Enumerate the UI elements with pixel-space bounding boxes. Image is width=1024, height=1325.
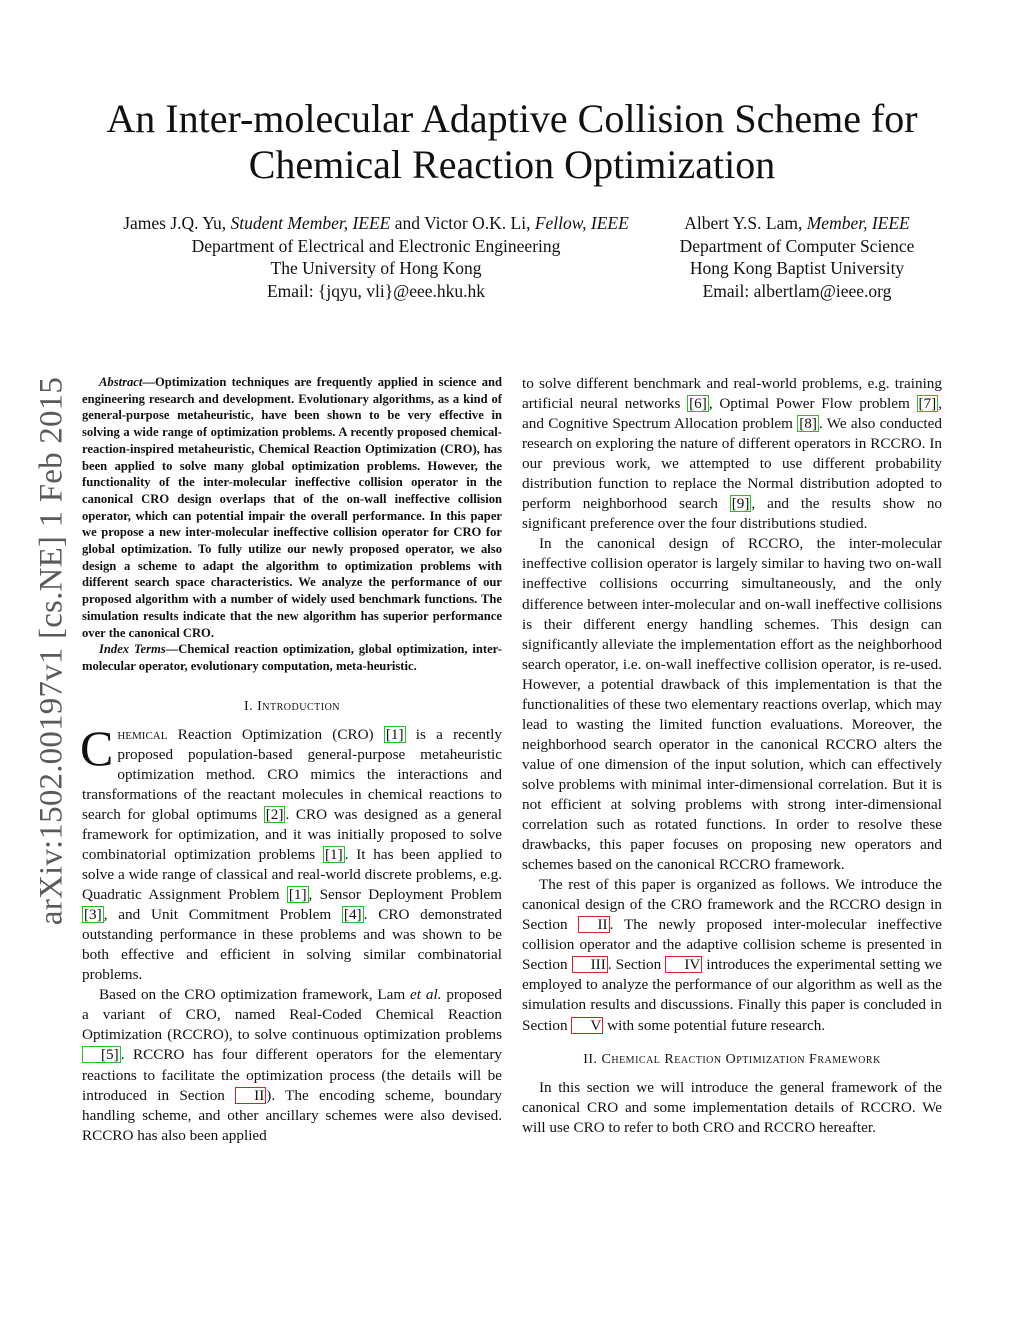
section-link[interactable]: III (572, 956, 608, 973)
text-run: , Optimal Power Flow problem (708, 395, 917, 413)
citation-link[interactable]: [1] (288, 886, 307, 904)
text-run: proposed a variant of CRO, named Real-Coded Chemical Reaction Optimization (RCCRO), to solve continuous optimization problems (82, 986, 502, 1044)
author-role-lam: Member, IEEE (806, 213, 910, 233)
author-block-hkbu (664, 212, 930, 302)
section-heading-framework: II. Chemical Reaction Optimization Framework (583, 1051, 881, 1067)
abstract-text: —Optimization techniques are frequently applied in science and engineering research and development. Evolutionary algorithms, as a kind of general-purpose metaheuristic, have been shown to be very effective in solving a wide range of optimization problems. A recently proposed chemical-reaction-inspired metaheuristic, Chemical Reaction Optimization (CRO), has been applied to solve many global optimization problems. However, the functionality of the inter-molecular ineffective collision operator in the canonical CRO design overlaps that of the on-wall ineffective collision operator, which can potential impair the overall performance. In this paper we propose a new inter-molecular ineffective collision operator for CRO for global optimization. To fully utilize our newly proposed operator, we also design a scheme to adapt the algorithm to optimization problems with different search space characteristics. We analyze the performance of our proposed algorithm with a number of widely used benchmark functions. The simulation results indicate that the new algorithm has superior performance over the canonical CRO. (82, 375, 502, 640)
text-run: . We also conducted research on exploring the nature of different operators in RCCRO. In our previous work, we attempted to use different probability distribution function to replace the Normal distribution adopted to perform neighborhood search (522, 415, 942, 513)
section-heading-introduction: I. Introduction (243, 698, 341, 714)
intro-first-word: hemical (117, 725, 168, 743)
arxiv-identifier: arXiv:1502.00197v1 [cs.NE] 1 Feb 2015 (33, 376, 70, 926)
text-run: introduces the experimental setting we employed to analyze the performance of our algorithm as well as the simulation results and discussions. Finally this paper is concluded in Section (522, 956, 942, 1034)
et-al: et al. (410, 986, 442, 1004)
citation-link[interactable]: [2] (265, 805, 284, 823)
author-email-hkbu: Email: albertlam@ieee.org (702, 280, 892, 301)
author-names-hku (96, 212, 656, 235)
author-block-hku (96, 212, 656, 302)
section-link[interactable]: V (571, 1017, 603, 1034)
author-and: and (394, 213, 421, 233)
paper-title (0, 96, 1024, 188)
citation-link[interactable]: [6] (689, 395, 707, 413)
intro-paragraph-2 (82, 985, 502, 1145)
text-run: to solve different benchmark and real-world problems, e.g. training artificial neural networks (522, 375, 942, 413)
author-email-hku: Email: {jqyu, vli}@eee.hku.hk (266, 280, 486, 301)
text-run: . CRO was designed as a general framework for optimization, and it was initially proposed to solve combinatorial optimization problems (82, 805, 502, 863)
citation-link[interactable]: [5] (82, 1046, 121, 1063)
right-paragraph-2: In the canonical design of RCCRO, the inter-molecular ineffective collision operator is largely similar to having two on-wall ineffective collisions occurring simultaneously, and the only difference between inter-molecular and on-wall ineffective collisions is their different energy handling schemes. This design can significantly alleviate the implementation effort as the neighborhood search operator, i.e. on-wall ineffective collision operator, is re-used. However, a potential drawback of this implementation is that the functionalities of these two elementary reactions overlap, which may lead to wasting the limited function evaluations. Moreover, the neighborhood search operator in the canonical RCCRO alters the value of one dimension of the input solution, which can effectively solve problems with minimal inter-dimensional correlation. But it is not efficient at solving problems with strong inter-dimensional correlation such as rotated functions. In order to resolve these drawbacks, this paper focuses on proposing new operators and schemes based on the canonical RCCRO framework. (522, 535, 942, 874)
text-run: , and Cognitive Spectrum Allocation problem (522, 395, 943, 433)
abstract-label: Abstract (99, 375, 143, 389)
intro-paragraph-1 (80, 719, 502, 986)
citation-link[interactable]: [4] (343, 906, 362, 924)
text-run: is a recently proposed population-based general-purpose metaheuristic optimization method. CRO mimics the interactions and transformations of the reactant molecules in chemical reactions to search for global optimums (82, 725, 502, 823)
text-run: , and Unit Commitment Problem (103, 906, 342, 924)
author-univ-hku: The University of Hong Kong (270, 258, 482, 278)
text-run: , Sensor Deployment Problem (308, 886, 502, 904)
framework-paragraph-1: In this section we will introduce the general framework of the canonical CRO and some implementation details of RCCRO. We will use CRO to refer to both CRO and RCCRO hereafter. (522, 1078, 942, 1136)
citation-link[interactable]: [9] (731, 495, 750, 513)
section-link[interactable]: IV (665, 956, 702, 973)
author-names-hkbu (664, 212, 930, 235)
text-run: Based on the CRO optimization framework, Lam (99, 986, 411, 1004)
author-dept-hkbu: Department of Computer Science (679, 235, 915, 256)
text-run: . Section (607, 956, 666, 974)
text-run: . It has been applied to solve a wide range of classical and real-world discrete problems, e.g. Quadratic Assignment Problem (82, 845, 502, 904)
text-run: ). The encoding scheme, boundary handling scheme, and other ancillary schemes were also devised. RCCRO has also been applied (82, 1086, 502, 1144)
citation-link[interactable]: [1] (385, 725, 404, 743)
author-dept-hku: Department of Electrical and Electronic Engineering (191, 235, 561, 256)
text-run: with some potential future research. (603, 1016, 826, 1034)
citation-link[interactable]: [1] (324, 845, 343, 863)
author-role-li: Fellow, IEEE (534, 213, 629, 233)
right-paragraph-3 (522, 875, 942, 1035)
text-run: The rest of this paper is organized as follows. We introduce the canonical design of the CRO framework and the RCCRO design in Section (522, 876, 942, 934)
author-name-li: Victor O.K. Li, (424, 213, 531, 233)
right-column (522, 374, 942, 1138)
index-terms (82, 641, 502, 674)
text-run: . RCCRO has four different operators for the elementary reactions to facilitate the optimization process (the details will be introduced in Section (82, 1046, 502, 1104)
title-line-2: Chemical Reaction Optimization (248, 142, 776, 187)
section-link[interactable]: II (578, 916, 609, 933)
text-run: Reaction Optimization (CRO) (167, 725, 384, 743)
author-univ-hkbu: Hong Kong Baptist University (689, 258, 905, 278)
citation-link[interactable]: [3] (84, 906, 102, 924)
text-run: . The newly proposed inter-molecular ineffective collision operator and the adaptive collision scheme is presented in Section (522, 916, 942, 974)
left-column (82, 374, 502, 1146)
section-link[interactable]: II (235, 1087, 266, 1104)
drop-cap: C (80, 719, 114, 776)
author-role-yu: Student Member, IEEE (230, 213, 391, 233)
citation-link[interactable]: [8] (799, 415, 817, 433)
author-name-lam: Albert Y.S. Lam, (684, 213, 803, 233)
abstract (82, 374, 502, 641)
text-run: . CRO demonstrated outstanding performance in these problems and was shown to be both effective and efficient in solving similar combinatorial problems. (82, 906, 502, 984)
title-line-1: An Inter-molecular Adaptive Collision Scheme for (106, 96, 918, 141)
citation-link[interactable]: [7] (918, 395, 937, 413)
index-terms-label: Index Terms (99, 642, 166, 657)
right-paragraph-1 (522, 374, 942, 534)
author-name-yu: James J.Q. Yu, (123, 213, 227, 233)
index-terms-text: —Chemical reaction optimization, global optimization, inter-molecular operator, evolutionary computation, meta-heuristic. (82, 642, 502, 673)
text-run: , and the results show no significant preference over the four distributions studied. (522, 495, 943, 533)
